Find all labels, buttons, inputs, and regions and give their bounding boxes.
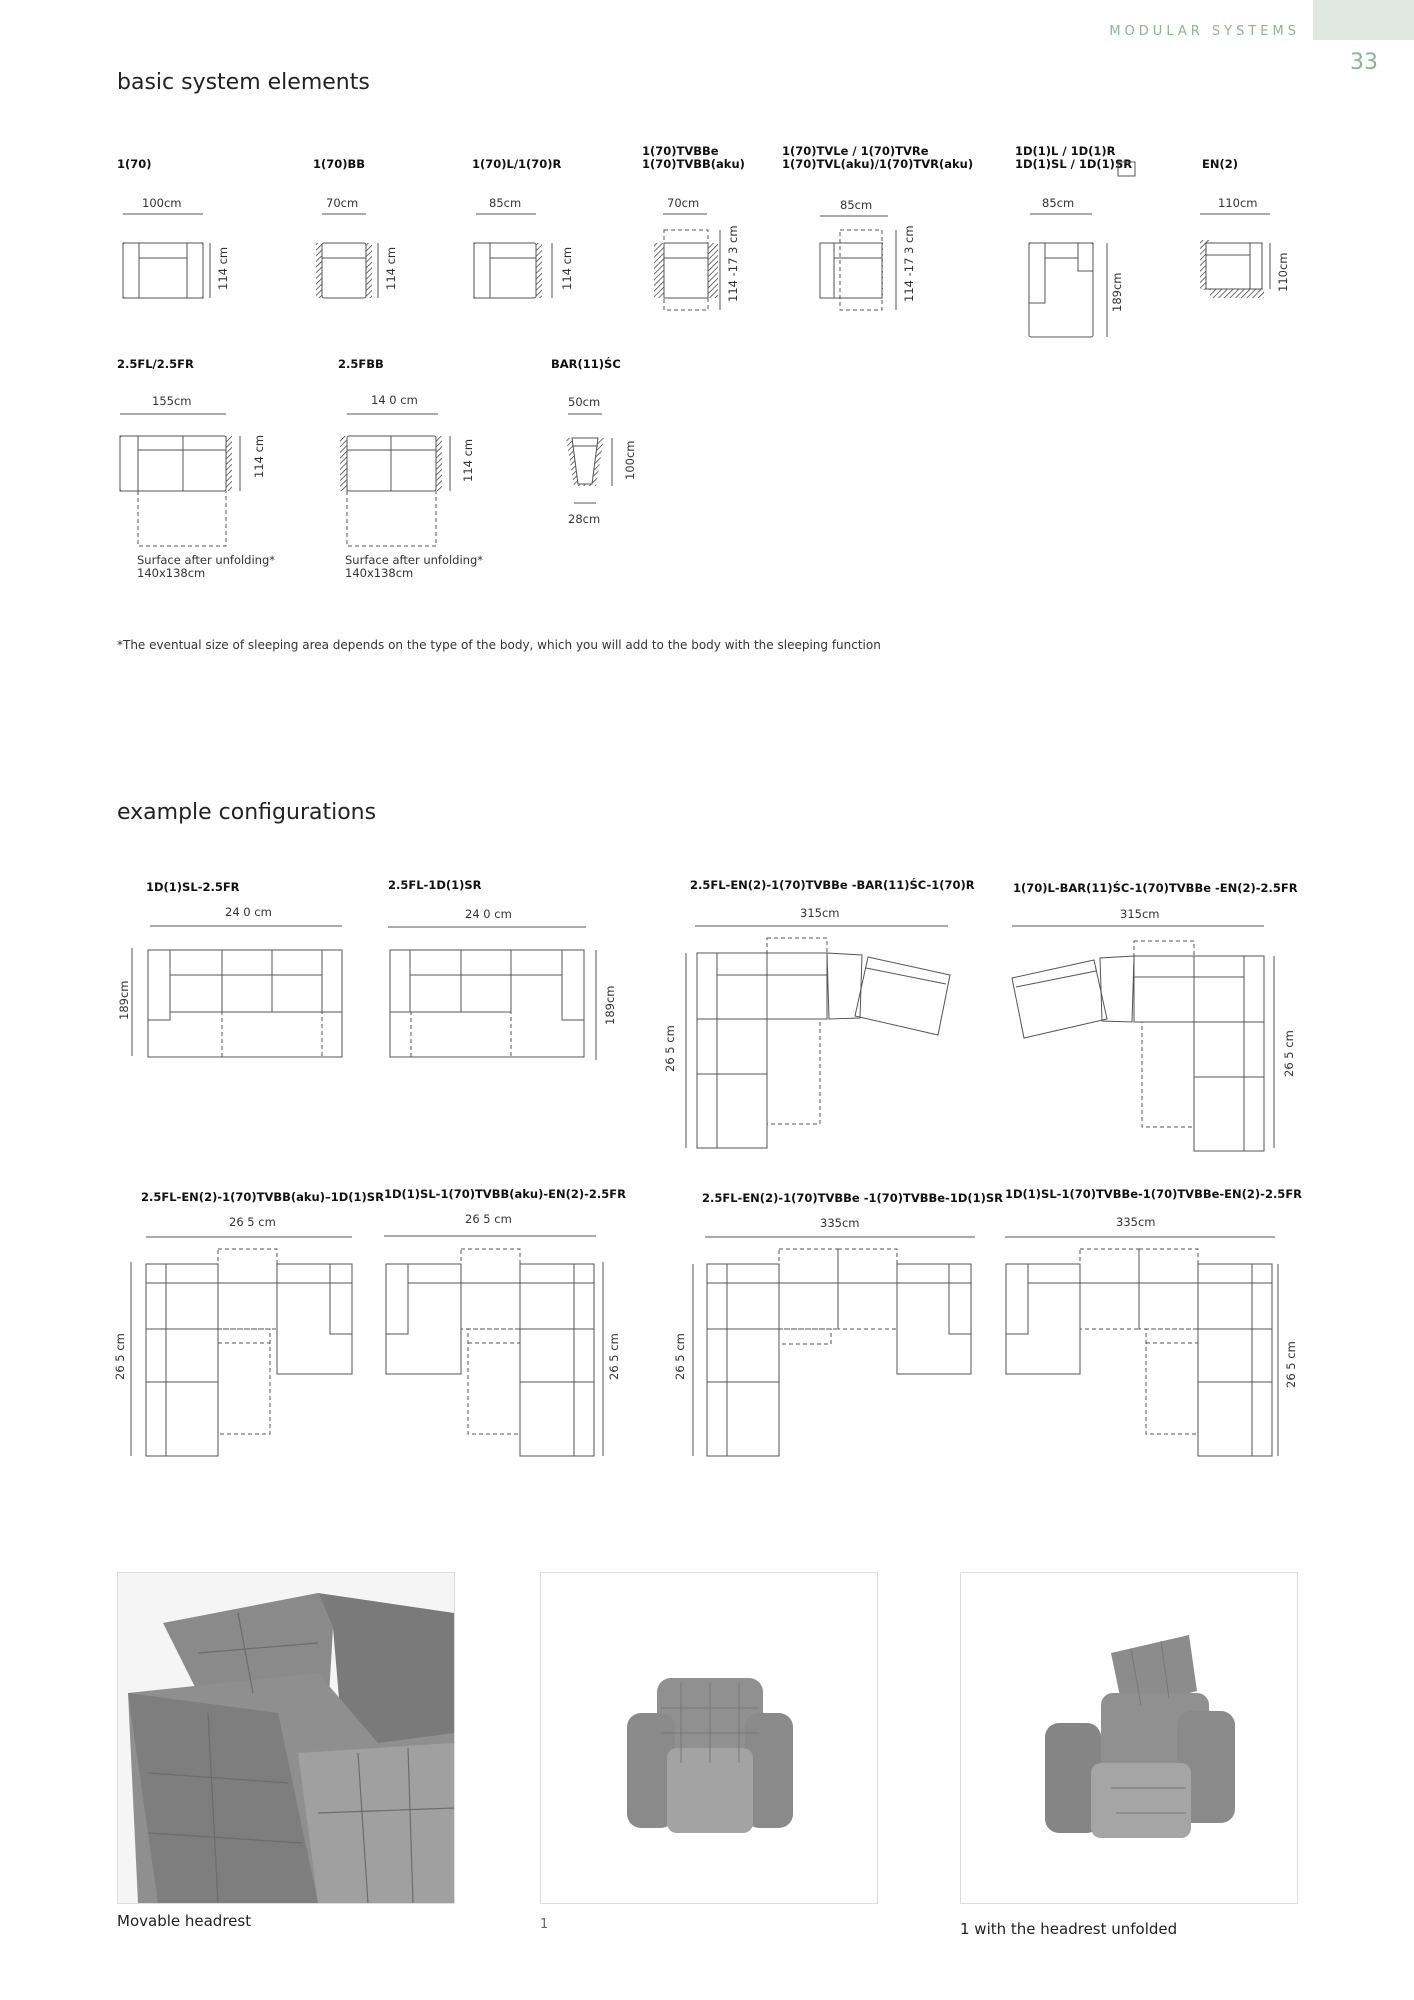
config-4-drawing [1012, 941, 1264, 1151]
element-label: 1(70)TVBB(aku) [642, 157, 745, 171]
config-label: 1D(1)SL-2.5FR [146, 880, 240, 894]
armchair-headrest-image [961, 1573, 1297, 1903]
module-tvbbe-drawing [654, 230, 720, 310]
config-3-drawing [697, 938, 950, 1148]
config-label: 1D(1)SL-1(70)TVBB(aku)-EN(2)-2.5FR [384, 1187, 626, 1201]
config-7-drawing [707, 1249, 971, 1456]
config-label: 2.5FL-1D(1)SR [388, 878, 482, 892]
element-label: 1(70)BB [313, 157, 366, 171]
sofa-closeup-image [118, 1573, 454, 1903]
footnote: *The eventual size of sleeping area depends on the type of the body, which you will add to the body with the sleeping function [117, 638, 881, 652]
height-dim: 189cm [117, 980, 131, 1020]
height-dim: 189cm [603, 985, 617, 1025]
height-dim: 100cm [623, 440, 637, 480]
width-dim: 85cm [1042, 196, 1075, 210]
width-dim: 110cm [1218, 196, 1258, 210]
height-dim: 189cm [1110, 272, 1124, 312]
config-2-drawing [390, 950, 584, 1057]
height-dim: 26 5 cm [113, 1333, 127, 1380]
config-8-drawing [1006, 1249, 1272, 1456]
config-1-drawing [148, 950, 342, 1057]
photo-armchair [540, 1572, 878, 1904]
config-label: 1(70)L-BAR(11)ŚC-1(70)TVBBe -EN(2)-2.5FR [1013, 881, 1298, 895]
module-1-70-drawing [123, 243, 210, 298]
unfold-note: Surface after unfolding* [137, 553, 276, 567]
element-label: EN(2) [1202, 157, 1238, 171]
element-label: 2.5FL/2.5FR [117, 357, 194, 371]
width-dim: 155cm [152, 394, 192, 408]
height-dim: 26 5 cm [1282, 1030, 1296, 1077]
photo-caption: Movable headrest [117, 1912, 252, 1930]
module-1-70-l-drawing [474, 243, 552, 298]
photo-caption: 1 [540, 1917, 549, 1932]
module-en2-drawing [1200, 240, 1270, 298]
element-label: 1(70)L/1(70)R [472, 157, 562, 171]
bottom-width-dim: 28cm [568, 512, 601, 526]
element-label: 1(70)TVLe / 1(70)TVRe [782, 144, 929, 158]
width-dim: 100cm [142, 196, 182, 210]
width-dim: 85cm [840, 198, 873, 212]
height-dim: 114 -17 3 cm [902, 225, 916, 302]
module-1-70-bb-drawing [316, 243, 378, 298]
config-label: 2.5FL-EN(2)-1(70)TVBBe -1(70)TVBBe-1D(1)SR [702, 1191, 1004, 1205]
unfold-note: Surface after unfolding* [345, 553, 484, 567]
width-dim: 24 0 cm [465, 907, 512, 921]
height-dim: 26 5 cm [1284, 1341, 1298, 1388]
section-title-examples: example configurations [117, 800, 377, 825]
unfold-note: 140x138cm [345, 566, 414, 580]
width-dim: 315cm [800, 906, 840, 920]
page-number: 33 [1350, 50, 1378, 75]
height-dim: 114 cm [560, 246, 574, 290]
config-label: 2.5FL-EN(2)-1(70)TVBB(aku)–1D(1)SR [141, 1190, 384, 1204]
width-dim: 85cm [489, 196, 522, 210]
photo-caption: 1 with the headrest unfolded [960, 1920, 1178, 1938]
module-tvle-drawing [820, 230, 896, 310]
width-dim: 50cm [568, 395, 601, 409]
width-dim: 26 5 cm [229, 1215, 276, 1229]
element-label: 1(70)TVBBe [642, 144, 719, 158]
height-dim: 114 cm [216, 246, 230, 290]
config-label: 2.5FL-EN(2)-1(70)TVBBe -BAR(11)ŚC-1(70)R [690, 878, 975, 892]
height-dim: 114 cm [461, 438, 475, 482]
config-6-drawing [386, 1249, 594, 1456]
config-5-drawing [146, 1249, 352, 1456]
width-dim: 26 5 cm [465, 1212, 512, 1226]
armchair-image [541, 1573, 877, 1903]
photo-armchair-headrest [960, 1572, 1298, 1904]
config-label: 1D(1)SL-1(70)TVBBe-1(70)TVBBe-EN(2)-2.5FR [1005, 1187, 1303, 1201]
section-title-basic: basic system elements [117, 70, 370, 95]
element-label: 1D(1)L / 1D(1)R [1015, 144, 1116, 158]
module-bar-drawing [566, 438, 612, 486]
height-dim: 26 5 cm [663, 1025, 677, 1072]
element-label: 1D(1)SL / 1D(1)SR [1015, 157, 1133, 171]
height-dim: 26 5 cm [607, 1333, 621, 1380]
width-dim: 14 0 cm [371, 393, 418, 407]
unfold-note: 140x138cm [137, 566, 206, 580]
height-dim: 114 cm [252, 434, 266, 478]
width-dim: 335cm [1116, 1215, 1156, 1229]
height-dim: 110cm [1276, 252, 1290, 292]
photo-headrest-closeup [117, 1572, 455, 1904]
element-label: 1(70)TVL(aku)/1(70)TVR(aku) [782, 157, 974, 171]
element-label: BAR(11)ŚC [551, 357, 621, 371]
module-2-5fl-drawing [120, 436, 240, 546]
width-dim: 24 0 cm [225, 905, 272, 919]
height-dim: 26 5 cm [673, 1333, 687, 1380]
module-2-5fbb-drawing [340, 436, 450, 546]
width-dim: 70cm [326, 196, 359, 210]
height-dim: 114 -17 3 cm [726, 225, 740, 302]
module-1d-drawing [1029, 162, 1135, 337]
element-label: 2.5FBB [338, 357, 384, 371]
width-dim: 70cm [667, 196, 700, 210]
height-dim: 114 cm [384, 246, 398, 290]
header-label: MODULAR SYSTEMS [1109, 24, 1300, 39]
width-dim: 335cm [820, 1216, 860, 1230]
element-label: 1(70) [117, 157, 152, 171]
width-dim: 315cm [1120, 907, 1160, 921]
